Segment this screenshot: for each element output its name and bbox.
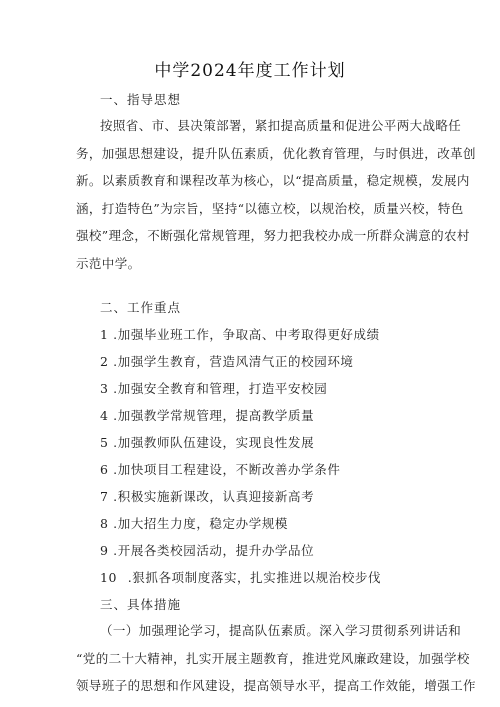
list-item: [100, 406, 314, 424]
list-item: [100, 487, 314, 505]
paragraph-line: 领导班子的思想和作风建设，提高领导水平，提高工作效能，增强工作: [76, 678, 476, 694]
paragraph-line: “党的二十大精神，扎实开展主题教育，推进党风廉政建设，加强学校: [76, 650, 470, 666]
list-item: [100, 352, 354, 370]
paragraph-line: 务，加强思想建设，提升队伍素质，优化教育管理，与时俱进，改革创: [76, 145, 476, 161]
section-measures-paragraph: [76, 617, 476, 700]
item-text: .加强教师队伍建设，实现良性发展: [113, 435, 315, 450]
item-number: 10: [100, 570, 118, 585]
item-number: 1: [100, 327, 109, 342]
item-text: .加强学生教育，营造风清气正的校园环境: [113, 354, 354, 369]
paragraph-line: 涵，打造特色”为宗旨，坚持“以德立校，以规治校，质量兴校，特色: [76, 200, 464, 216]
item-text: .开展各类校园活动，提升办学品位: [113, 543, 315, 558]
item-number: 3: [100, 381, 109, 396]
list-item: [100, 514, 288, 532]
paragraph-line: 强校”理念，不断强化常规管理，努力把我校办成一所群众满意的农村: [76, 228, 470, 244]
item-number: 5: [100, 435, 109, 450]
item-number: 6: [100, 462, 109, 477]
paragraph-line: 按照省、市、县决策部署，紧扣提高质量和促进公平两大战略任: [100, 118, 462, 133]
item-text: .加强教学常规管理，提高教学质量: [113, 408, 315, 423]
item-text: .加大招生力度，稳定办学规模: [113, 516, 289, 531]
item-text: .加强安全教育和管理，打造平安校园: [113, 381, 328, 396]
document-title: 中学2024年度工作计划: [154, 61, 346, 81]
paragraph-line: 示范中学。: [76, 255, 141, 271]
paragraph-line: 新。以素质教育和课程改革为核心，以“提高质量，稳定规模，发展内: [76, 173, 470, 189]
item-number: 8: [100, 516, 109, 531]
item-text: .加强毕业班工作，争取高、中考取得更好成绩: [113, 327, 380, 342]
list-item: [100, 379, 327, 397]
list-item: [100, 325, 380, 343]
item-number: 2: [100, 354, 109, 369]
list-item: [100, 568, 381, 586]
list-item: [100, 433, 314, 451]
item-number: 7: [100, 489, 109, 504]
item-text: .狠抓各项制度落实，扎实推进以规治校步伐: [127, 570, 382, 585]
item-number: 4: [100, 408, 109, 423]
section-heading-measures: 三、具体措施: [100, 597, 182, 612]
item-text: .积极实施新课改，认真迎接新高考: [113, 489, 315, 504]
item-text: .加快项目工程建设，不断改善办学条件: [113, 462, 341, 477]
section-heading-key-work: 二、工作重点: [100, 300, 182, 315]
paragraph-line: （一）加强理论学习，提高队伍素质。深入学习贯彻系列讲话和: [100, 623, 462, 638]
item-number: 9: [100, 543, 109, 558]
list-item: [100, 541, 314, 559]
list-item: [100, 460, 340, 478]
section-guiding-ideology-paragraph: [76, 112, 476, 278]
section-heading-guiding-ideology: 一、指导思想: [100, 92, 182, 107]
